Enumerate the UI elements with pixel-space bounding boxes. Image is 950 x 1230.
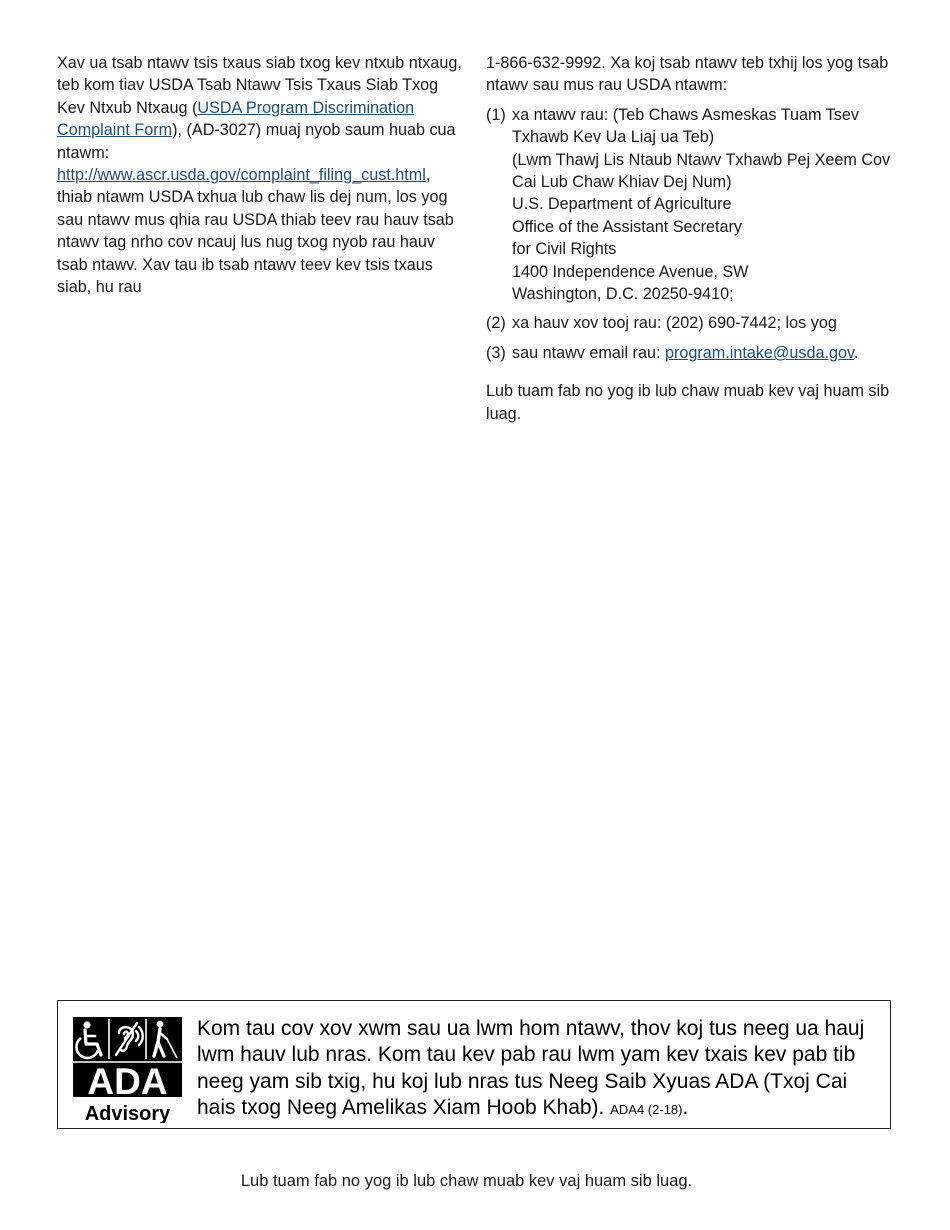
list-item-email [486,342,906,364]
left-column [57,52,467,298]
email-text [512,342,906,364]
complaint-form-link[interactable]: USDA Program Discrimination Complaint Form [57,98,415,140]
email-label: sau ntawv email rau: [512,343,665,362]
list-number: (2) [486,314,506,333]
ada-advisory-logo [73,1017,182,1123]
complaint-text-3: , thiab ntawm USDA txhua lub chaw lis dej num, los yog sau ntawv mus qhia rau USDA thiab teev rau hauv tsab ntawv tag nrho cov ncauj lus nug txog nyob rau hauv tsab ntawv. Xav tau ib tsab ntawv teev kev tsis txaus siab, hu rau [57,166,454,297]
ada-notice-end: . [682,1096,689,1120]
address-line: U.S. Department of Agriculture [512,195,732,214]
address-line: xa ntawv rau: (Teb Chaws Asmeskas Tuam Tsev Txhawb Kev Ua Liaj ua Teb) [512,105,859,147]
mail-address [512,104,906,306]
ada-advisory-text [197,1016,877,1124]
ada-notice-text: Kom tau cov xov xwm sau ua lwm hom ntawv, thov koj tus neeg ua hauj lwm hauv lub nras. Kom tau kev pab rau lwm yam kev txais kev pab tib neeg yam sib txig, hu koj lub nras tus Neeg Saib Xyuas ADA (Txoj Cai hais txog Neeg Amelikas Xiam Hoob Khab). [197,1017,865,1120]
list-number: (1) [486,105,506,124]
footer-statement: Lub tuam fab no yog ib lub chaw muab kev vaj huam sib luag. [240,1172,693,1190]
complaint-text-2: ), (AD-3027) muaj nyob saum huab cua ntawm: [57,121,456,162]
address-line: Washington, D.C. 20250-9410; [512,285,734,304]
complaint-url-link[interactable]: http://www.ascr.usda.gov/complaint_filing_cust.html [57,166,426,185]
email-link[interactable]: program.intake@usda.gov [664,343,854,362]
address-line: Office of the Assistant Secretary [512,217,743,236]
ada-form-code: ADA4 (2-18) [610,1102,683,1118]
right-column [486,52,906,425]
address-line: (Lwm Thawj Lis Ntaub Ntawv Txhawb Pej Xeem Cov Cai Lub Chaw Khiav Dej Num) [512,150,891,192]
address-line: for Civil Rights [512,240,617,259]
ada-advisory-box [57,1000,891,1129]
list-number: (3) [486,343,506,362]
equal-opportunity-statement: Lub tuam fab no yog ib lub chaw muab kev vaj huam sib luag. [486,382,890,423]
list-item-mail [486,104,906,306]
ada-logo-subtext: Advisory [84,1103,171,1123]
phone-text: xa hauv xov tooj rau: (202) 690-7442; los yog [512,314,837,333]
address-line: 1400 Independence Avenue, SW [512,262,749,281]
complaint-text-1: Xav ua tsab ntawv tsis txaus siab txog kev ntxub ntxaug, teb kom tiav USDA Tsab Ntawv Tsis Txaus Siab Txog Kev Ntxub Ntxaug ( [57,54,462,117]
ada-logo-text: ADA [87,1061,168,1102]
list-item-phone [486,312,906,334]
submission-intro: 1-866-632-9992. Xa koj tsab ntawv teb txhij los yog tsab ntawv sau mus rau USDA ntawm: [486,54,889,95]
complaint-paragraph [57,52,467,298]
email-end: . [853,343,859,362]
